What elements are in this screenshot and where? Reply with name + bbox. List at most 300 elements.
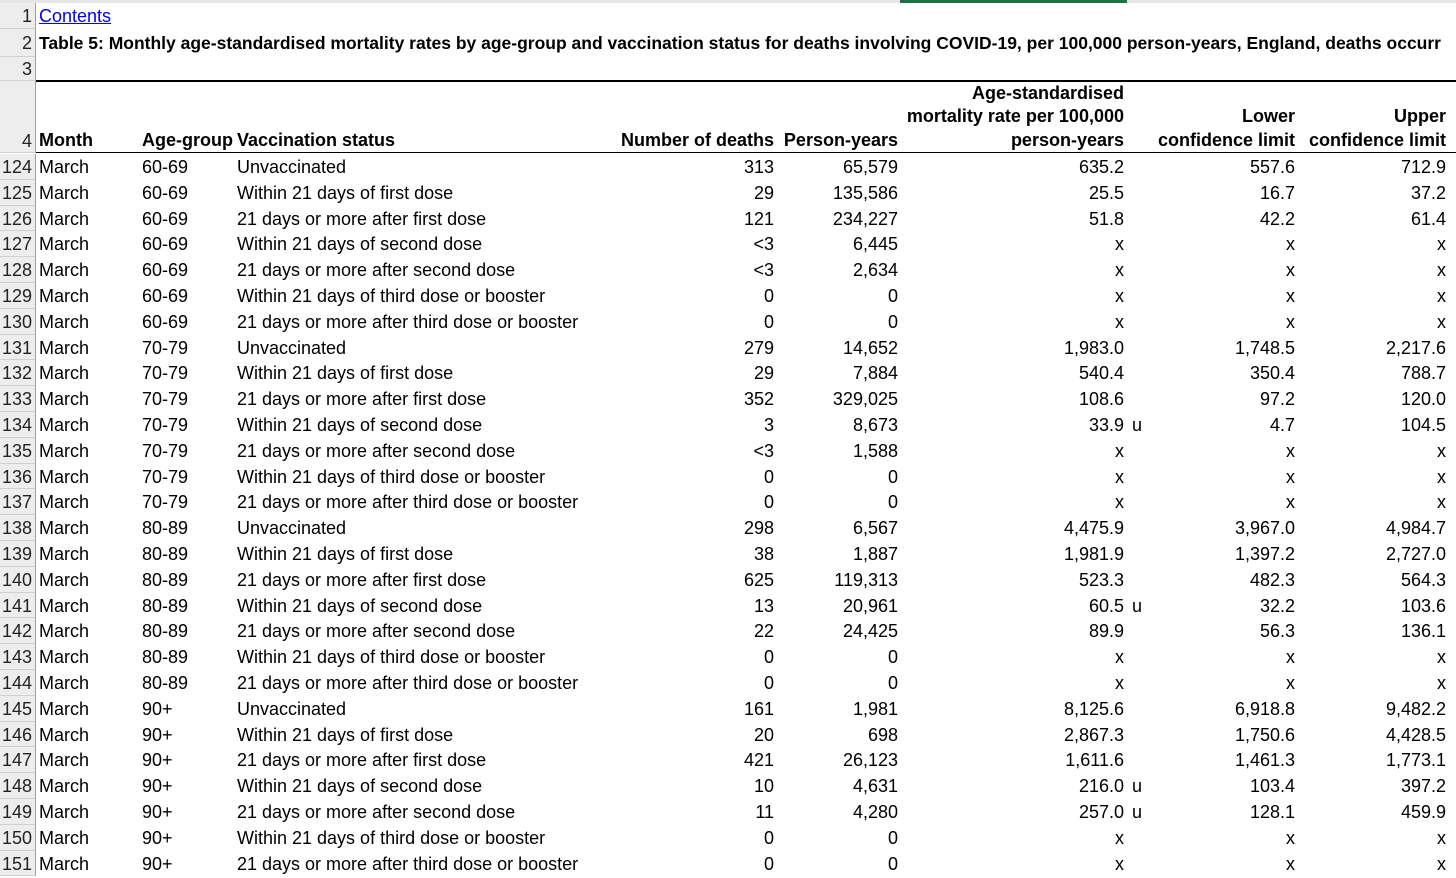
cell-age-group[interactable]: 70-79 — [142, 492, 189, 513]
cell-month[interactable]: March — [39, 466, 90, 487]
table-row — [0, 438, 1456, 464]
row-number[interactable]: 134 — [0, 412, 36, 438]
cell-upper-confidence-limit[interactable]: x — [1437, 827, 1446, 848]
cell-vaccination-status[interactable]: Unvaccinated — [237, 337, 347, 358]
cell-month[interactable]: March — [39, 569, 90, 590]
cell-age-group[interactable]: 80-89 — [142, 621, 189, 642]
cell-mortality-rate[interactable]: x — [1115, 827, 1124, 848]
table-row — [0, 335, 1456, 361]
cell-person-years[interactable]: 20,961 — [842, 595, 898, 616]
row-number[interactable]: 135 — [0, 438, 36, 464]
cell-lower-confidence-limit[interactable]: x — [1286, 492, 1295, 513]
cell-vaccination-status[interactable]: Within 21 days of first dose — [237, 724, 454, 745]
cell-reliability-flag[interactable]: u — [1132, 415, 1143, 435]
cell-lower-confidence-limit[interactable]: 1,397.2 — [1234, 544, 1295, 564]
cell-number-of-deaths[interactable]: 0 — [763, 647, 774, 668]
cell-lower-confidence-limit[interactable]: x — [1286, 234, 1295, 255]
cell-person-years[interactable]: 2,634 — [852, 260, 898, 281]
row-number[interactable]: 3 — [0, 57, 36, 81]
cell-reliability-flag[interactable]: u — [1132, 595, 1143, 616]
col-header-month: Month — [39, 130, 93, 150]
cell-upper-confidence-limit[interactable]: 2,217.6 — [1385, 337, 1446, 358]
row-number[interactable]: 146 — [0, 722, 36, 748]
cell-vaccination-status[interactable]: 21 days or more after third dose or booster — [237, 311, 579, 332]
cell-mortality-rate[interactable]: 257.0 — [1078, 802, 1124, 822]
cell-vaccination-status[interactable]: 21 days or more after third dose or booster — [237, 492, 579, 513]
cell-vaccination-status[interactable]: 21 days or more after first dose — [237, 750, 487, 771]
cell-mortality-rate[interactable]: 540.4 — [1078, 363, 1124, 384]
cell-vaccination-status[interactable]: 21 days or more after first dose — [237, 389, 487, 410]
cell-upper-confidence-limit[interactable]: 712.9 — [1400, 157, 1446, 177]
cell-vaccination-status[interactable]: Within 21 days of second dose — [237, 595, 483, 616]
row-number[interactable]: 133 — [0, 386, 36, 412]
row-number[interactable]: 147 — [0, 747, 36, 773]
cell-vaccination-status[interactable]: 21 days or more after third dose or booster — [237, 853, 579, 874]
cell-age-group[interactable]: 80-89 — [142, 518, 189, 539]
cell-mortality-rate[interactable]: x — [1115, 234, 1124, 255]
cell-month[interactable]: March — [39, 157, 90, 177]
cell-person-years[interactable]: 0 — [887, 647, 898, 668]
cell-mortality-rate[interactable]: 25.5 — [1088, 182, 1124, 203]
cell-upper-confidence-limit[interactable]: x — [1437, 466, 1446, 487]
cell-vaccination-status[interactable]: Within 21 days of second dose — [237, 234, 483, 255]
cell-number-of-deaths[interactable]: 29 — [753, 363, 774, 384]
cell-mortality-rate[interactable]: 108.6 — [1078, 389, 1124, 410]
cell-person-years[interactable]: 6,567 — [852, 518, 898, 539]
cell-person-years[interactable]: 4,280 — [852, 802, 898, 822]
row-number[interactable]: 145 — [0, 696, 36, 722]
cell-reliability-flag[interactable]: u — [1132, 776, 1143, 797]
row-number[interactable]: 141 — [0, 593, 36, 619]
cell-number-of-deaths[interactable]: 0 — [763, 853, 774, 874]
cell-number-of-deaths[interactable]: 20 — [753, 724, 774, 745]
table-row — [0, 593, 1456, 619]
cell-person-years[interactable]: 4,631 — [852, 776, 898, 797]
cell-upper-confidence-limit[interactable]: 788.7 — [1400, 363, 1446, 384]
cell-month[interactable]: March — [39, 208, 90, 229]
cell-reliability-flag[interactable]: u — [1132, 802, 1143, 822]
cell-lower-confidence-limit[interactable]: 128.1 — [1249, 802, 1295, 822]
col-header-person-years: Person-years — [783, 130, 898, 150]
cell-mortality-rate[interactable]: x — [1115, 440, 1124, 461]
table-row — [0, 360, 1456, 386]
cell-month[interactable]: March — [39, 776, 90, 797]
cell-person-years[interactable]: 14,652 — [842, 337, 898, 358]
cell-vaccination-status[interactable]: Within 21 days of third dose or booster — [237, 286, 546, 306]
cell-person-years[interactable]: 0 — [887, 827, 898, 848]
cell-upper-confidence-limit[interactable]: x — [1437, 260, 1446, 281]
cell-upper-confidence-limit[interactable]: 2,727.0 — [1385, 544, 1446, 564]
table-row — [0, 644, 1456, 670]
cell-number-of-deaths[interactable]: 298 — [743, 518, 774, 539]
row-number[interactable]: 127 — [0, 231, 36, 257]
cell-vaccination-status[interactable]: Within 21 days of second dose — [237, 776, 483, 797]
cell-mortality-rate[interactable]: x — [1115, 673, 1124, 693]
cell-upper-confidence-limit[interactable]: x — [1437, 853, 1446, 874]
cell-number-of-deaths[interactable]: 0 — [763, 311, 774, 332]
cell-mortality-rate[interactable]: 60.5 — [1088, 595, 1124, 616]
cell-month[interactable]: March — [39, 595, 90, 616]
row-number[interactable]: 124 — [0, 154, 36, 180]
row-number[interactable]: 130 — [0, 309, 36, 335]
cell-upper-confidence-limit[interactable]: 136.1 — [1400, 621, 1446, 642]
cell-person-years[interactable]: 1,887 — [852, 544, 898, 564]
row-number[interactable]: 139 — [0, 541, 36, 567]
cell-lower-confidence-limit[interactable]: 103.4 — [1249, 776, 1295, 797]
cell-number-of-deaths[interactable]: <3 — [753, 440, 774, 461]
cell-month[interactable]: March — [39, 492, 90, 513]
cell-upper-confidence-limit[interactable]: x — [1437, 286, 1446, 306]
cell-month[interactable]: March — [39, 440, 90, 461]
contents-link-text[interactable]: Contents — [39, 6, 112, 26]
cell-number-of-deaths[interactable]: 0 — [763, 492, 774, 513]
cell-vaccination-status[interactable]: Within 21 days of first dose — [237, 544, 454, 564]
row-number[interactable]: 150 — [0, 825, 36, 851]
cell-number-of-deaths[interactable]: 13 — [753, 595, 774, 616]
cell-mortality-rate[interactable]: 635.2 — [1078, 157, 1124, 177]
cell-upper-confidence-limit[interactable]: x — [1437, 673, 1446, 693]
cell-number-of-deaths[interactable]: 0 — [763, 286, 774, 306]
cell-mortality-rate[interactable]: 1,983.0 — [1063, 337, 1124, 358]
cell-age-group[interactable]: 90+ — [142, 724, 173, 745]
table-row — [0, 799, 1456, 825]
cell-age-group[interactable]: 90+ — [142, 698, 173, 719]
cell-age-group[interactable]: 90+ — [142, 750, 173, 771]
table-row — [0, 541, 1456, 567]
cell-person-years[interactable]: 329,025 — [832, 389, 898, 410]
row-number[interactable]: 129 — [0, 283, 36, 309]
cell-vaccination-status[interactable]: Within 21 days of second dose — [237, 415, 483, 435]
cell-person-years[interactable]: 6,445 — [852, 234, 898, 255]
cell-number-of-deaths[interactable]: <3 — [753, 260, 774, 281]
table-row — [0, 257, 1456, 283]
cell-upper-confidence-limit[interactable]: x — [1437, 492, 1446, 513]
cell-lower-confidence-limit[interactable]: 32.2 — [1259, 595, 1295, 616]
cell-month[interactable]: March — [39, 853, 90, 874]
table-row — [0, 825, 1456, 851]
cell-month[interactable]: March — [39, 518, 90, 539]
cell-upper-confidence-limit[interactable]: 397.2 — [1400, 776, 1446, 797]
cell-number-of-deaths[interactable]: 3 — [763, 415, 774, 435]
cell-mortality-rate[interactable]: x — [1115, 853, 1124, 874]
cell-lower-confidence-limit[interactable]: x — [1286, 827, 1295, 848]
cell-vaccination-status[interactable]: Unvaccinated — [237, 698, 347, 719]
row-number[interactable]: 4 — [0, 81, 36, 153]
col-header-ucl-line1: Upper — [1393, 106, 1446, 126]
cell-vaccination-status[interactable]: 21 days or more after second dose — [237, 802, 516, 822]
cell-upper-confidence-limit[interactable]: 120.0 — [1400, 389, 1446, 410]
cell-number-of-deaths[interactable]: 10 — [753, 776, 774, 797]
cell-lower-confidence-limit[interactable]: 1,461.3 — [1234, 750, 1295, 771]
cell-lower-confidence-limit[interactable]: 350.4 — [1249, 363, 1295, 384]
col-header-asmr-line1: Age-standardised — [971, 83, 1124, 103]
cell-upper-confidence-limit[interactable]: 104.5 — [1400, 415, 1446, 435]
cell-month[interactable]: March — [39, 415, 90, 435]
row-number[interactable]: 125 — [0, 180, 36, 206]
cell-age-group[interactable]: 60-69 — [142, 157, 189, 177]
cell-person-years[interactable]: 65,579 — [842, 157, 898, 177]
cell-vaccination-status[interactable]: Within 21 days of third dose or booster — [237, 466, 546, 487]
cell-month[interactable]: March — [39, 673, 90, 693]
cell-person-years[interactable]: 234,227 — [832, 208, 898, 229]
cell-lower-confidence-limit[interactable]: 97.2 — [1259, 389, 1295, 410]
row-number[interactable]: 151 — [0, 851, 36, 877]
header-bottom-rule — [36, 152, 1456, 153]
cell-age-group[interactable]: 90+ — [142, 827, 173, 848]
table-row — [0, 773, 1456, 799]
cell-vaccination-status[interactable]: Within 21 days of first dose — [237, 363, 454, 384]
cell-mortality-rate[interactable]: x — [1115, 647, 1124, 668]
cell-mortality-rate[interactable]: x — [1115, 286, 1124, 306]
cell-lower-confidence-limit[interactable]: x — [1286, 440, 1295, 461]
cell-vaccination-status[interactable]: Within 21 days of third dose or booster — [237, 647, 546, 668]
cell-age-group[interactable]: 60-69 — [142, 286, 189, 306]
cell-number-of-deaths[interactable]: 421 — [743, 750, 774, 771]
col-header-asmr-line2: mortality rate per 100,000 — [906, 106, 1124, 126]
cell-age-group[interactable]: 80-89 — [142, 647, 189, 668]
cell-person-years[interactable]: 0 — [887, 311, 898, 332]
cell-mortality-rate[interactable]: 216.0 — [1078, 776, 1124, 797]
table-row — [0, 515, 1456, 541]
cell-age-group[interactable]: 80-89 — [142, 544, 189, 564]
table-row — [0, 567, 1456, 593]
row-number[interactable]: 143 — [0, 644, 36, 670]
cell-vaccination-status[interactable]: Unvaccinated — [237, 518, 347, 539]
cell-mortality-rate[interactable]: 4,475.9 — [1063, 518, 1124, 539]
cell-age-group[interactable]: 70-79 — [142, 337, 189, 358]
cell-lower-confidence-limit[interactable]: 3,967.0 — [1234, 518, 1295, 539]
cell-lower-confidence-limit[interactable]: x — [1286, 466, 1295, 487]
table-row — [0, 231, 1456, 257]
cell-month[interactable]: March — [39, 621, 90, 642]
table-row — [0, 747, 1456, 773]
row-number[interactable]: 144 — [0, 670, 36, 696]
table-row — [0, 489, 1456, 515]
cell-upper-confidence-limit[interactable]: x — [1437, 311, 1446, 332]
cell-age-group[interactable]: 80-89 — [142, 595, 189, 616]
cell-upper-confidence-limit[interactable]: 564.3 — [1400, 569, 1446, 590]
cell-number-of-deaths[interactable]: 0 — [763, 673, 774, 693]
cell-lower-confidence-limit[interactable]: 557.6 — [1249, 157, 1295, 177]
cell-number-of-deaths[interactable]: 0 — [763, 827, 774, 848]
table-row — [0, 283, 1456, 309]
cell-vaccination-status[interactable]: Unvaccinated — [237, 157, 347, 177]
cell-age-group[interactable]: 60-69 — [142, 311, 189, 332]
sheet-row-3 — [0, 57, 1456, 81]
row-number[interactable]: 136 — [0, 464, 36, 490]
row-number[interactable]: 140 — [0, 567, 36, 593]
table-row — [0, 464, 1456, 490]
cell-month[interactable]: March — [39, 647, 90, 668]
row-number[interactable]: 128 — [0, 257, 36, 283]
cell-month[interactable]: March — [39, 286, 90, 306]
cell-mortality-rate[interactable]: 1,611.6 — [1065, 750, 1124, 771]
cell-lower-confidence-limit[interactable]: 42.2 — [1259, 208, 1295, 229]
cell-upper-confidence-limit[interactable]: 459.9 — [1400, 802, 1446, 822]
cell-upper-confidence-limit[interactable]: x — [1437, 234, 1446, 255]
col-header-number-of-deaths: Number of deaths — [620, 130, 774, 150]
cell-person-years[interactable]: 119,313 — [834, 569, 898, 590]
cell-vaccination-status[interactable]: 21 days or more after first dose — [237, 569, 487, 590]
cell-lower-confidence-limit[interactable]: 6,918.8 — [1234, 698, 1295, 719]
col-header-age-group: Age-group — [142, 130, 233, 150]
cell-number-of-deaths[interactable]: 22 — [753, 621, 774, 642]
cell-lower-confidence-limit[interactable]: x — [1286, 853, 1295, 874]
cell-upper-confidence-limit[interactable]: 103.6 — [1400, 595, 1446, 616]
cell-age-group[interactable]: 70-79 — [142, 440, 189, 461]
cell-lower-confidence-limit[interactable]: 482.3 — [1249, 569, 1295, 590]
cell-mortality-rate[interactable]: 2,867.3 — [1063, 724, 1124, 745]
cell-person-years[interactable]: 24,425 — [842, 621, 898, 642]
col-header-vaccination-status: Vaccination status — [237, 130, 396, 150]
cell-month[interactable]: March — [39, 260, 90, 281]
sheet-row-4-header — [0, 81, 1456, 153]
cell-mortality-rate[interactable]: 523.3 — [1078, 569, 1124, 590]
sheet-row-2 — [0, 29, 1456, 57]
cell-person-years[interactable]: 135,586 — [832, 182, 898, 203]
cell-person-years[interactable]: 0 — [887, 673, 898, 693]
cell-age-group[interactable]: 80-89 — [142, 569, 189, 590]
cell-month[interactable]: March — [39, 698, 90, 719]
cell-month[interactable]: March — [39, 234, 90, 255]
cell-person-years[interactable]: 0 — [887, 466, 898, 487]
cell-number-of-deaths[interactable]: 11 — [755, 802, 774, 822]
cell-number-of-deaths[interactable]: 38 — [753, 544, 774, 564]
table-row — [0, 180, 1456, 206]
cell-month[interactable]: March — [39, 827, 90, 848]
cell-mortality-rate[interactable]: x — [1115, 466, 1124, 487]
cell-lower-confidence-limit[interactable]: x — [1286, 286, 1295, 306]
cell-lower-confidence-limit[interactable]: 1,750.6 — [1234, 724, 1295, 745]
table-row — [0, 412, 1456, 438]
cell-age-group[interactable]: 70-79 — [142, 466, 189, 487]
cell-month[interactable]: March — [39, 311, 90, 332]
row-number[interactable]: 148 — [0, 773, 36, 799]
cell-number-of-deaths[interactable]: 121 — [743, 208, 774, 229]
cell-month[interactable]: March — [39, 363, 90, 384]
cell-month[interactable]: March — [39, 389, 90, 410]
cell-upper-confidence-limit[interactable]: 4,428.5 — [1385, 724, 1446, 745]
cell-month[interactable]: March — [39, 750, 90, 771]
contents-link[interactable] — [39, 3, 111, 29]
row-number[interactable]: 132 — [0, 360, 36, 386]
cell-vaccination-status[interactable]: 21 days or more after second dose — [237, 621, 516, 642]
cell-age-group[interactable]: 60-69 — [142, 208, 189, 229]
cell-person-years[interactable]: 8,673 — [852, 415, 898, 435]
cell-month[interactable]: March — [39, 337, 90, 358]
table-row — [0, 618, 1456, 644]
row-number[interactable]: 1 — [0, 3, 36, 29]
col-header-lcl-line2: confidence limit — [1157, 130, 1295, 150]
row-number[interactable]: 149 — [0, 799, 36, 825]
cell-mortality-rate[interactable]: x — [1115, 492, 1124, 513]
cell-vaccination-status[interactable]: Within 21 days of third dose or booster — [237, 827, 546, 848]
cell-vaccination-status[interactable]: 21 days or more after first dose — [237, 208, 487, 229]
cell-age-group[interactable]: 70-79 — [142, 389, 189, 410]
cell-vaccination-status[interactable]: Within 21 days of first dose — [237, 182, 454, 203]
cell-number-of-deaths[interactable]: 279 — [743, 337, 774, 358]
cell-number-of-deaths[interactable]: 0 — [763, 466, 774, 487]
table-title: Table 5: Monthly age-standardised mortality rates by age-group and vaccination status for deaths involving COVID-19, per 100,000 person-years, England, deaths occurr — [39, 33, 1441, 53]
cell-age-group[interactable]: 90+ — [142, 776, 173, 797]
cell-number-of-deaths[interactable]: 161 — [743, 698, 774, 719]
cell-month[interactable]: March — [39, 182, 90, 203]
cell-age-group[interactable]: 60-69 — [142, 234, 189, 255]
cell-lower-confidence-limit[interactable]: 1,748.5 — [1234, 337, 1295, 358]
cell-number-of-deaths[interactable]: 625 — [743, 569, 774, 590]
cell-number-of-deaths[interactable]: 313 — [743, 157, 774, 177]
row-number[interactable]: 131 — [0, 335, 36, 361]
cell-person-years[interactable]: 0 — [887, 492, 898, 513]
cell-upper-confidence-limit[interactable]: 9,482.2 — [1385, 698, 1446, 719]
cell-age-group[interactable]: 80-89 — [142, 673, 189, 693]
cell-mortality-rate[interactable]: 1,981.9 — [1063, 544, 1124, 564]
cell-upper-confidence-limit[interactable]: 4,984.7 — [1385, 518, 1446, 539]
cell-lower-confidence-limit[interactable]: 16.7 — [1259, 182, 1295, 203]
cell-age-group[interactable]: 60-69 — [142, 260, 189, 281]
cell-number-of-deaths[interactable]: 352 — [743, 389, 774, 410]
cell-upper-confidence-limit[interactable]: 37.2 — [1410, 182, 1446, 203]
cell-upper-confidence-limit[interactable]: 1,773.1 — [1385, 750, 1446, 771]
cell-lower-confidence-limit[interactable]: 56.3 — [1259, 621, 1295, 642]
cell-lower-confidence-limit[interactable]: x — [1286, 647, 1295, 668]
cell-upper-confidence-limit[interactable]: x — [1437, 440, 1446, 461]
cell-lower-confidence-limit[interactable]: x — [1286, 260, 1295, 281]
cell-lower-confidence-limit[interactable]: x — [1286, 673, 1295, 693]
cell-age-group[interactable]: 70-79 — [142, 363, 189, 384]
cell-mortality-rate[interactable]: x — [1115, 311, 1124, 332]
cell-vaccination-status[interactable]: 21 days or more after second dose — [237, 440, 516, 461]
row-number[interactable]: 126 — [0, 206, 36, 232]
row-number[interactable]: 142 — [0, 618, 36, 644]
cell-person-years[interactable]: 0 — [887, 286, 898, 306]
row-number[interactable]: 137 — [0, 489, 36, 515]
col-header-asmr-line3: person-years — [1010, 130, 1124, 150]
cell-number-of-deaths[interactable]: <3 — [753, 234, 774, 255]
row-number[interactable]: 138 — [0, 515, 36, 541]
table-row — [0, 154, 1456, 180]
cell-mortality-rate[interactable]: 33.9 — [1088, 415, 1124, 435]
cell-month[interactable]: March — [39, 544, 90, 564]
cell-person-years[interactable]: 1,981 — [852, 698, 898, 719]
cell-age-group[interactable]: 90+ — [142, 853, 173, 874]
cell-person-years[interactable]: 698 — [867, 724, 898, 745]
cell-person-years[interactable]: 26,123 — [842, 750, 898, 771]
cell-mortality-rate[interactable]: x — [1115, 260, 1124, 281]
cell-age-group[interactable]: 60-69 — [142, 182, 189, 203]
cell-mortality-rate[interactable]: 89.9 — [1088, 621, 1124, 642]
cell-mortality-rate[interactable]: 51.8 — [1088, 208, 1124, 229]
cell-vaccination-status[interactable]: 21 days or more after second dose — [237, 260, 516, 281]
cell-month[interactable]: March — [39, 724, 90, 745]
table-row — [0, 206, 1456, 232]
cell-person-years[interactable]: 0 — [887, 853, 898, 874]
col-header-lcl-line1: Lower — [1241, 106, 1295, 126]
cell-age-group[interactable]: 70-79 — [142, 415, 189, 435]
cell-lower-confidence-limit[interactable]: x — [1286, 311, 1295, 332]
cell-lower-confidence-limit[interactable]: 4.7 — [1269, 415, 1295, 435]
row-number[interactable]: 2 — [0, 29, 36, 57]
cell-number-of-deaths[interactable]: 29 — [753, 182, 774, 203]
cell-person-years[interactable]: 1,588 — [852, 440, 898, 461]
cell-month[interactable]: March — [39, 802, 90, 822]
cell-mortality-rate[interactable]: 8,125.6 — [1063, 698, 1124, 719]
cell-person-years[interactable]: 7,884 — [852, 363, 898, 384]
cell-vaccination-status[interactable]: 21 days or more after third dose or booster — [237, 673, 579, 693]
cell-upper-confidence-limit[interactable]: 61.4 — [1410, 208, 1446, 229]
cell-age-group[interactable]: 90+ — [142, 802, 173, 822]
cell-upper-confidence-limit[interactable]: x — [1437, 647, 1446, 668]
